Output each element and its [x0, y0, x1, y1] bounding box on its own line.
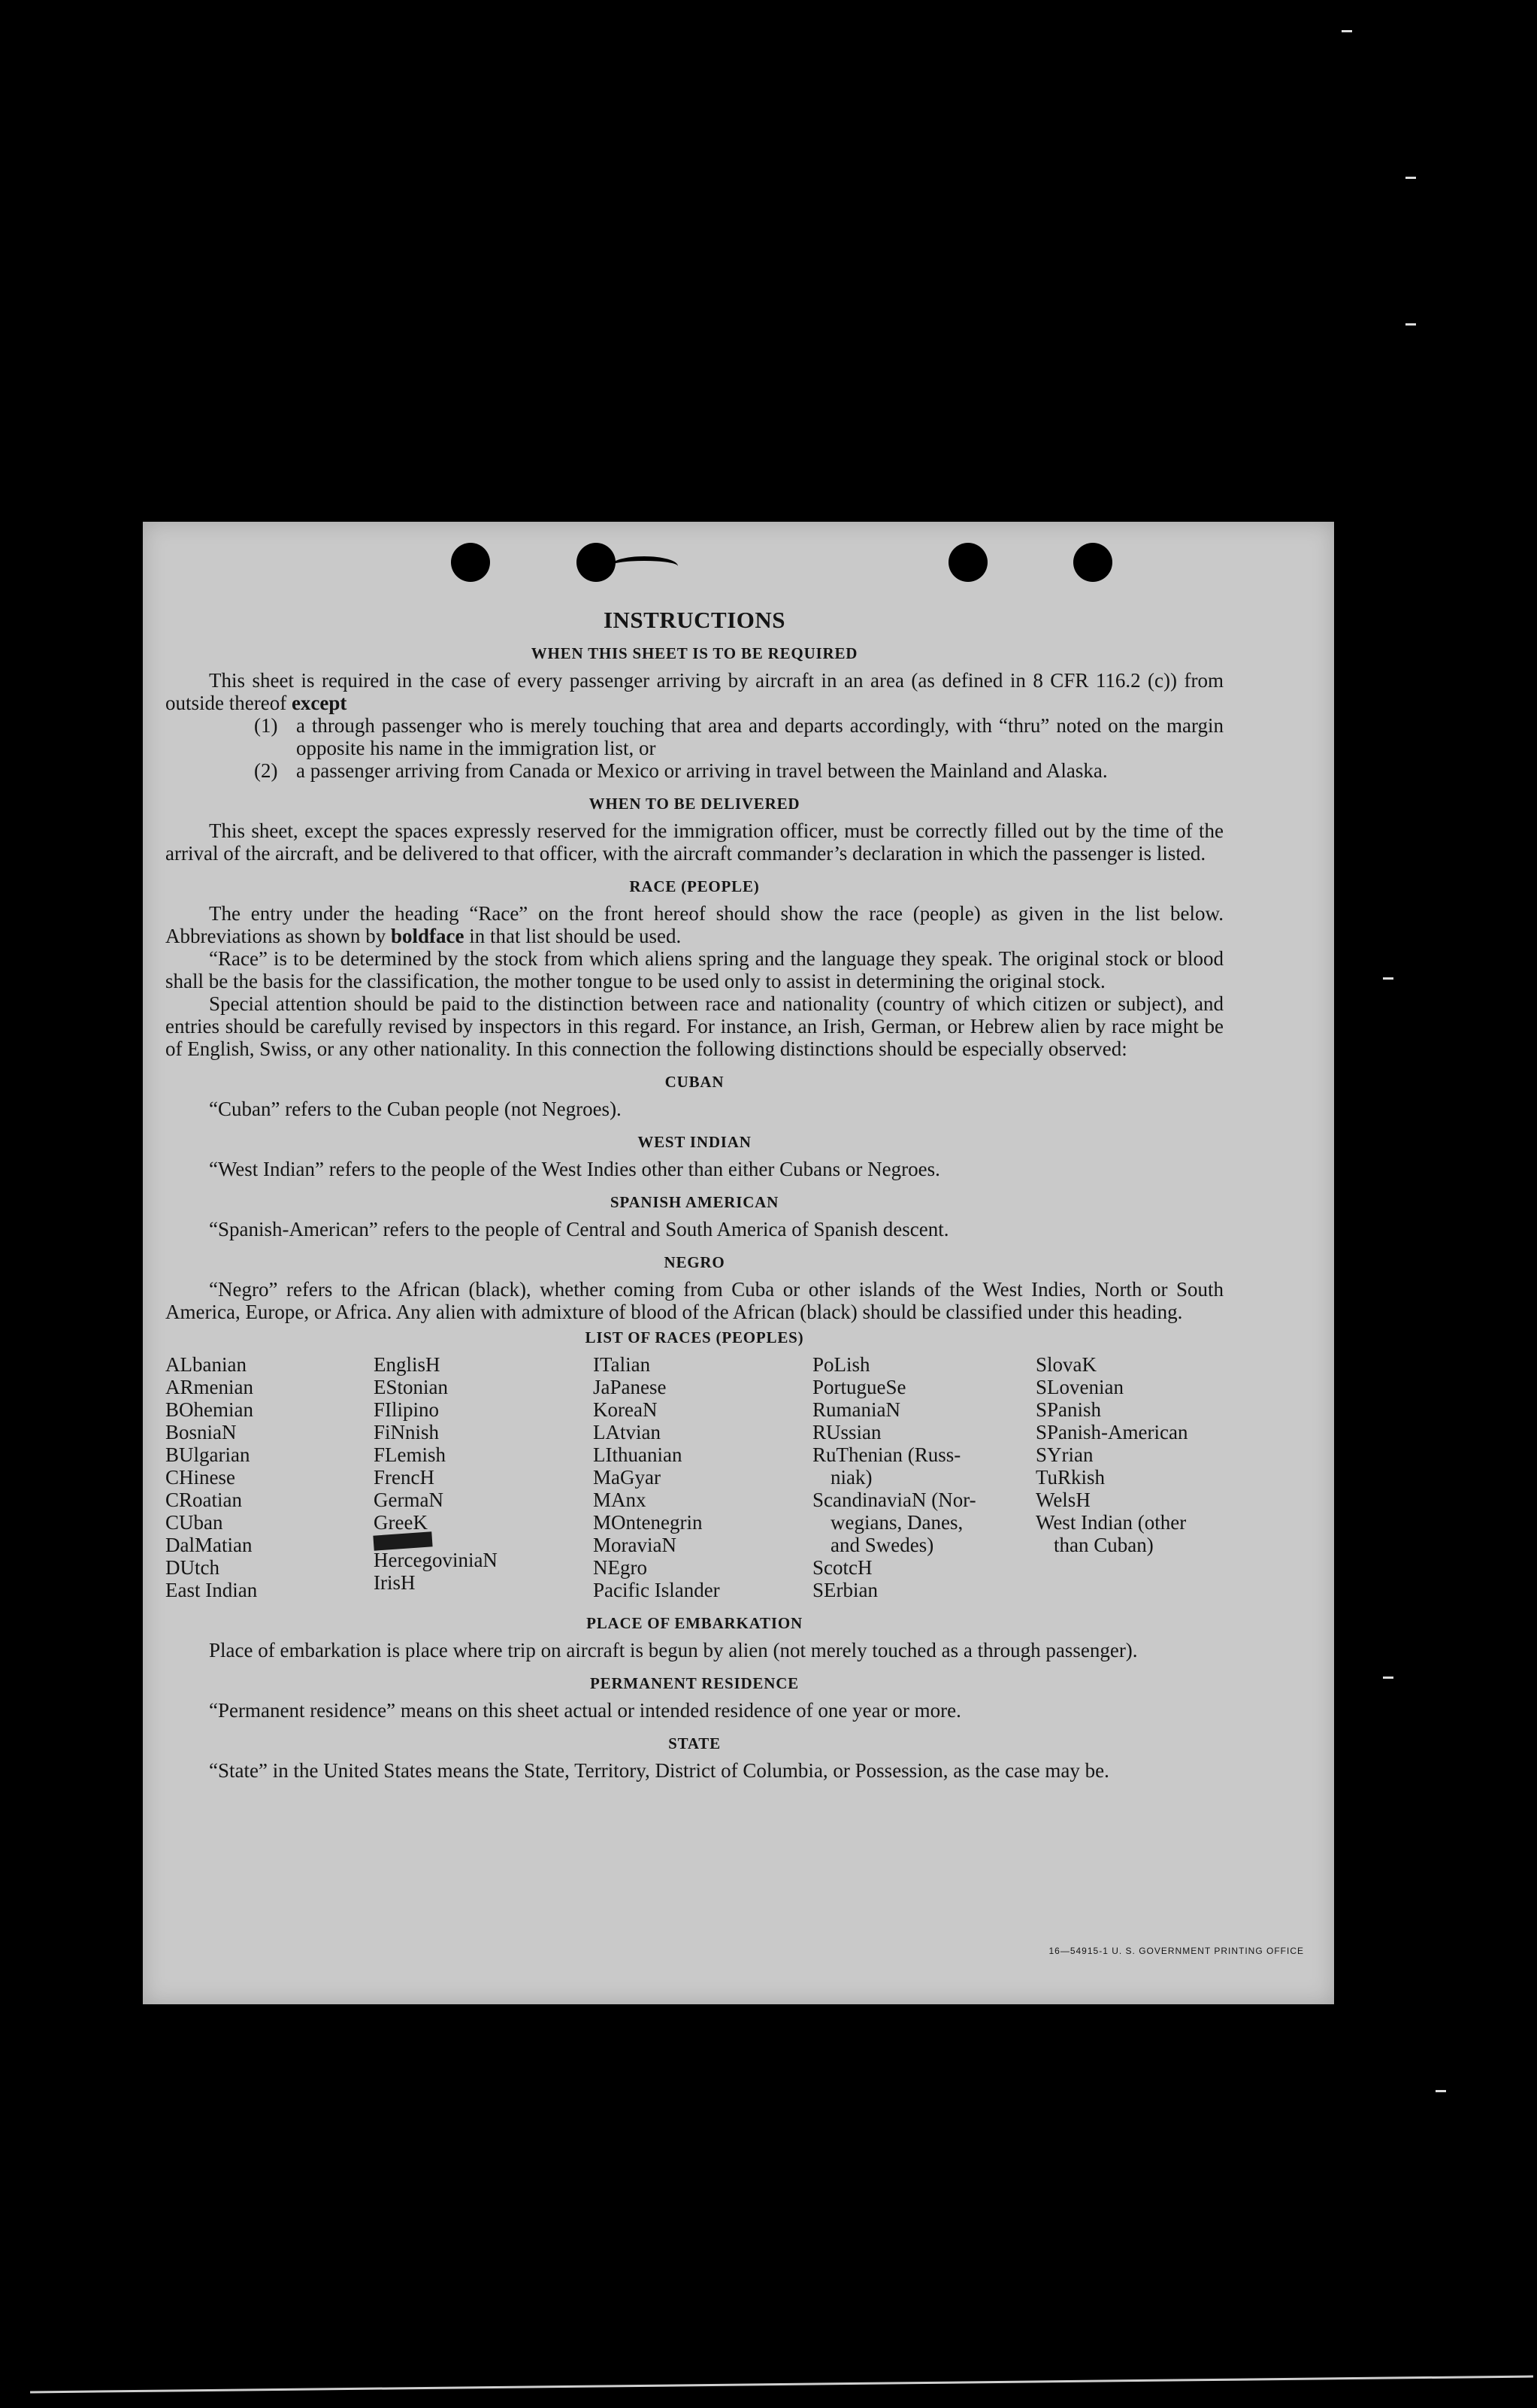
exception-item-1: [165, 714, 1224, 759]
race-entry: ITalian: [593, 1353, 651, 1376]
west-indian-text: “West Indian” refers to the people of the West Indies other than either Cubans or Negroes.: [209, 1158, 940, 1180]
race-entry: LAtvian: [593, 1421, 661, 1443]
race-entry: MAnx: [593, 1489, 646, 1511]
race-p1-text-a: The entry under the heading “Race” on the front hereof should show the race (people) as given in the list below. Abbreviations as shown by: [165, 902, 1224, 947]
race-entry: CUban: [165, 1511, 223, 1534]
scan-edge-mark: [1383, 1677, 1393, 1679]
heading-races-list: LIST OF RACES (PEOPLES): [585, 1328, 804, 1346]
race-entry: Pacific Islander: [593, 1579, 720, 1601]
races-column-4: [812, 1353, 1030, 1601]
race-entry: HercegoviniaN: [374, 1549, 498, 1571]
item-number: (1): [254, 714, 278, 737]
scan-edge-line: [30, 2376, 1533, 2394]
heading-when-delivered: WHEN TO BE DELIVERED: [588, 795, 800, 813]
heading-cuban: CUBAN: [664, 1073, 725, 1091]
race-entry: PoLish: [812, 1353, 870, 1376]
heading-negro: NEGRO: [664, 1253, 725, 1271]
race-entry: FLemish: [374, 1443, 446, 1466]
punch-hole-3: [949, 543, 988, 582]
race-entry: CRoatian: [165, 1489, 242, 1511]
heading-permanent-residence: PERMANENT RESIDENCE: [590, 1674, 799, 1692]
race-entry-continued: niak): [831, 1466, 873, 1489]
race-entry-continued: than Cuban): [1054, 1534, 1154, 1556]
race-entry: JaPanese: [593, 1376, 667, 1398]
race-entry: ALbanian: [165, 1353, 247, 1376]
exception-item-2: [165, 759, 1224, 782]
race-paragraph-1: [165, 902, 1224, 947]
race-entry-continued: wegians, Danes,: [831, 1511, 964, 1534]
race-entry: GermaN: [374, 1489, 443, 1511]
race-entry: EStonian: [374, 1376, 448, 1398]
race-entry: RuThenian (Russ-: [812, 1443, 961, 1466]
race-entry: BUlgarian: [165, 1443, 250, 1466]
race-entry: IrisH: [374, 1571, 416, 1594]
intro-text: This sheet is required in the case of every passenger arriving by aircraft in an area (as defined in 8 CFR 116.2 (c)) from outside thereof: [165, 669, 1224, 714]
scan-edge-mark: [1342, 30, 1352, 32]
scan-edge-mark: [1436, 2090, 1446, 2092]
punch-hole-2: [576, 543, 616, 582]
race-entry: RumaniaN: [812, 1398, 900, 1421]
race-entry: FrencH: [374, 1466, 434, 1489]
race-paragraph-3: Special attention should be paid to the distinction between race and nationality (country of which citizen or subject), and entries should be carefully revised by inspectors in this regard. For instance, an Irish, German, or Hebrew alien by race might be of English, Swiss, or any other nationality. In this connection the following distinctions should be especially observed:: [165, 992, 1224, 1060]
races-column-3: [593, 1353, 807, 1601]
heading-when-required: WHEN THIS SHEET IS TO BE REQUIRED: [531, 644, 858, 662]
race-entry: ScotcH: [812, 1556, 873, 1579]
races-column-5: [1036, 1353, 1224, 1601]
race-entry: BosniaN: [165, 1421, 237, 1443]
race-entry: WelsH: [1036, 1489, 1091, 1511]
race-entry: RUssian: [812, 1421, 882, 1443]
punch-hole-4: [1073, 543, 1112, 582]
race-entry: KoreaN: [593, 1398, 658, 1421]
embarkation-text: Place of embarkation is place where trip on aircraft is begun by alien (not merely touched as a through passenger).: [209, 1639, 1138, 1661]
scan-edge-mark: [1383, 977, 1393, 980]
page-title: INSTRUCTIONS: [603, 607, 785, 633]
race-entry: EnglisH: [374, 1353, 440, 1376]
redacted-entry: [374, 1534, 588, 1549]
heading-spanish-american: SPANISH AMERICAN: [610, 1193, 779, 1211]
race-entry: GreeK: [374, 1511, 428, 1534]
races-column-1: [165, 1353, 368, 1601]
race-entry: East Indian: [165, 1579, 258, 1601]
spanish-american-text: “Spanish-American” refers to the people of Central and South America of Spanish descent.: [209, 1218, 949, 1240]
race-entry: SYrian: [1036, 1443, 1094, 1466]
race-entry: SlovaK: [1036, 1353, 1097, 1376]
heading-state: STATE: [668, 1734, 721, 1752]
heading-west-indian: WEST INDIAN: [637, 1133, 752, 1151]
negro-text: “Negro” refers to the African (black), whether coming from Cuba or other islands of the West Indies, North or South America, Europe, or Africa. Any alien with admixture of blood of the African (black) should be classified under this heading.: [165, 1278, 1224, 1323]
race-entry: ScandinaviaN (Nor-: [812, 1489, 976, 1511]
heading-race: RACE (PEOPLE): [629, 877, 760, 895]
when-required-intro: [165, 669, 1224, 714]
race-entry: SLovenian: [1036, 1376, 1124, 1398]
races-column-2: [374, 1353, 588, 1601]
race-entry: SPanish: [1036, 1398, 1102, 1421]
race-entry: SPanish-American: [1036, 1421, 1188, 1443]
scan-edge-mark: [1405, 177, 1416, 179]
state-text: “State” in the United States means the State, Territory, District of Columbia, or Possession, as the case may be.: [209, 1759, 1109, 1782]
race-entry: MaGyar: [593, 1466, 661, 1489]
race-paragraph-2: “Race” is to be determined by the stock from which aliens spring and the language they speak. The original stock or blood shall be the basis for the classification, the mother tongue to be used only to assist in determining the original stock.: [165, 947, 1224, 992]
race-entry: NEgro: [593, 1556, 647, 1579]
ink-mark: [610, 556, 678, 576]
race-entry: TuRkish: [1036, 1466, 1106, 1489]
race-entry: West Indian (other: [1036, 1511, 1187, 1534]
race-entry: SErbian: [812, 1579, 878, 1601]
race-p1-bold: boldface: [390, 925, 464, 947]
scan-edge-mark: [1405, 323, 1416, 326]
race-p1-text-b: in that list should be used.: [464, 925, 682, 947]
when-delivered-text: This sheet, except the spaces expressly reserved for the immigration officer, must be correctly filled out by the time of the arrival of the aircraft, and be delivered to that officer, with the aircraft commander’s declaration in which the passenger is listed.: [165, 819, 1224, 865]
race-entry: LIthuanian: [593, 1443, 682, 1466]
item-text: a through passenger who is merely touching that area and departs accordingly, with “thru” noted on the margin opposite his name in the immigration list, or: [296, 714, 1224, 759]
cuban-text: “Cuban” refers to the Cuban people (not Negroes).: [209, 1098, 622, 1120]
redaction-mark: [373, 1531, 432, 1550]
race-entry: FIlipino: [374, 1398, 440, 1421]
printing-office-code: 16—54915-1 U. S. GOVERNMENT PRINTING OFFICE: [1048, 1946, 1304, 1956]
race-entry-continued: and Swedes): [831, 1534, 934, 1556]
punch-hole-1: [451, 543, 490, 582]
races-list: [165, 1353, 1224, 1601]
race-entry: DUtch: [165, 1556, 219, 1579]
race-entry: ARmenian: [165, 1376, 253, 1398]
race-entry: FiNnish: [374, 1421, 440, 1443]
item-number: (2): [254, 759, 278, 782]
instruction-sheet: [143, 522, 1334, 2004]
item-text: a passenger arriving from Canada or Mexico or arriving in travel between the Mainland and Alaska.: [296, 759, 1108, 782]
intro-bold: except: [291, 692, 347, 714]
race-entry: MOntenegrin: [593, 1511, 703, 1534]
race-entry: PortugueSe: [812, 1376, 906, 1398]
race-entry: DalMatian: [165, 1534, 253, 1556]
permanent-residence-text: “Permanent residence” means on this sheet actual or intended residence of one year or more.: [209, 1699, 961, 1722]
race-entry: BOhemian: [165, 1398, 253, 1421]
heading-embarkation: PLACE OF EMBARKATION: [586, 1614, 803, 1632]
sheet-content: [165, 609, 1224, 1782]
race-entry: MoraviaN: [593, 1534, 676, 1556]
race-entry: CHinese: [165, 1466, 235, 1489]
